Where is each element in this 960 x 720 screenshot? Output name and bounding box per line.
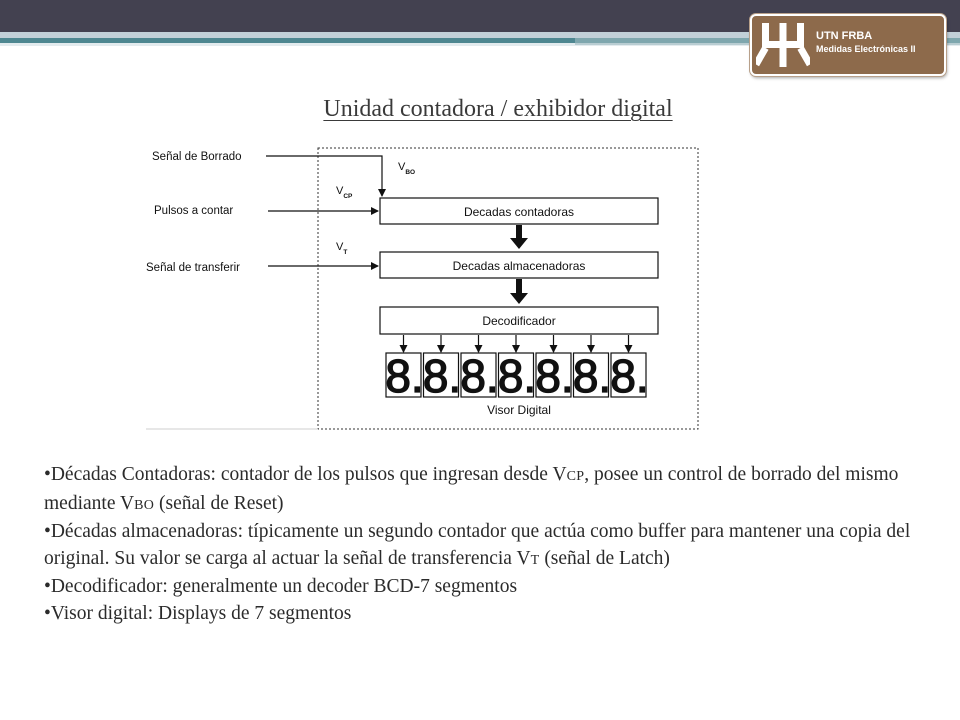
seven-segment-display-row: [385, 335, 648, 402]
signal-label-borrado: Señal de Borrado: [152, 151, 242, 163]
block-label-decodificador: Decodificador: [482, 314, 556, 328]
logo-line1: UTN FRBA: [816, 30, 873, 42]
seven-segment-glyph: 8.: [460, 350, 499, 402]
display-label: Visor Digital: [487, 403, 551, 417]
block-label-almacenadoras: Decadas almacenadoras: [452, 259, 586, 273]
seven-segment-glyph: 8.: [422, 350, 462, 402]
counter-block-diagram: [140, 138, 710, 434]
logo-line2: Medidas Electrónicas II: [816, 44, 916, 54]
voltage-label-vcp: $V_{CP}$: [336, 185, 353, 200]
voltage-label-vbo: $V_{BO}$: [398, 161, 416, 176]
signal-label-pulsos: Pulsos a contar: [154, 205, 234, 217]
flow-arrow: [510, 279, 528, 304]
signal-label-transferir: Señal de transferir: [146, 262, 240, 274]
bullet-decadas-almacenadoras: •Décadas almacenadoras: típicamente un segundo contador que actúa como buffer para mantener una copia del original. Su valor se carga al actuar la señal de transferencia VT (señal de Latch): [44, 521, 911, 569]
flow-arrow: [510, 225, 528, 249]
seven-segment-glyph: 8.: [497, 350, 537, 402]
seven-segment-glyph: 8.: [572, 350, 612, 402]
slide-title: Unidad contadora / exhibidor digital: [323, 96, 673, 122]
utn-logo-badge: [750, 14, 946, 76]
utn-logo-icon: [756, 20, 810, 70]
seven-segment-glyph: 8.: [610, 350, 649, 402]
bullet-decodificador: •Decodificador: generalmente un decoder BCD-7 segmentos: [44, 576, 518, 597]
reset-signal-arrow: [266, 156, 382, 196]
bullet-visor-digital: •Visor digital: Displays de 7 segmentos: [44, 602, 352, 624]
voltage-label-vt: $V_T$: [336, 241, 348, 256]
seven-segment-glyph: 8.: [385, 350, 424, 402]
bullet-list: [44, 462, 934, 627]
bullet-decadas-contadoras: •Décadas Contadoras: contador de los pulsos que ingresan desde VCP, posee un control de borrado del mismo mediante VBO (señal de Reset): [44, 464, 899, 514]
seven-segment-glyph: 8.: [535, 350, 574, 402]
block-label-contadoras: Decadas contadoras: [463, 205, 575, 219]
